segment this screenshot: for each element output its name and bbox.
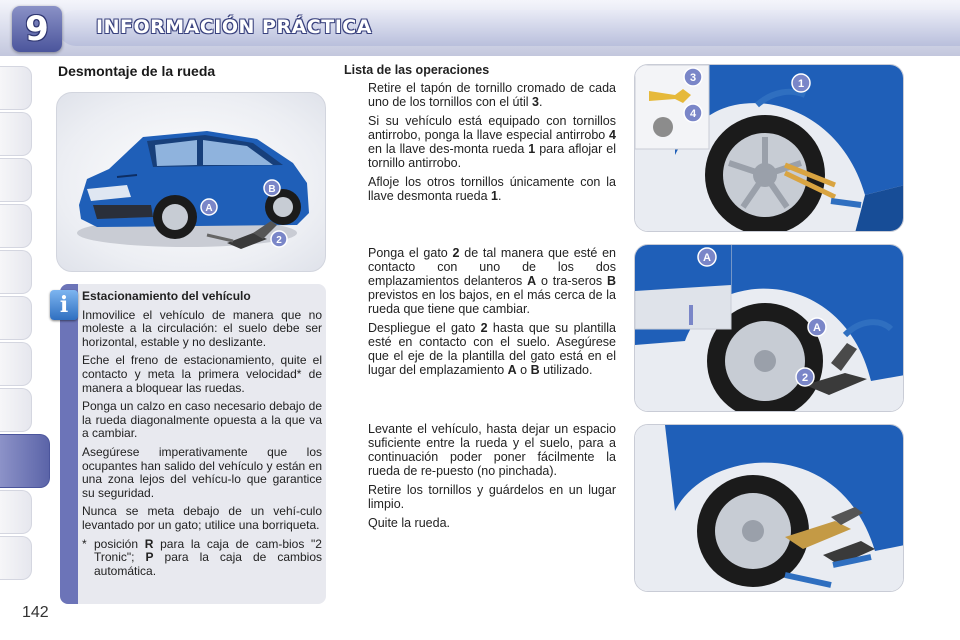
item-text: en la llave des-monta rueda	[368, 142, 529, 156]
chapter-tab[interactable]	[0, 388, 32, 432]
chapter-tab-active[interactable]	[0, 434, 50, 488]
item-text: o	[516, 363, 531, 377]
item-text: utilizado.	[539, 363, 593, 377]
info-paragraph: Eche el freno de estacionamiento, quite el contacto y meta la primera velocidad* de manera a bloquear las ruedas.	[82, 353, 322, 395]
arrow-icon	[344, 483, 368, 511]
label-2: 2	[801, 372, 809, 384]
arrow-icon	[344, 516, 368, 530]
list-item	[344, 516, 616, 530]
item-text: para aflojar el tornillo antirrobo.	[368, 142, 616, 170]
footnote	[82, 538, 322, 579]
list-item	[344, 483, 616, 511]
item-bold: 2	[452, 246, 460, 260]
info-paragraph: Nunca se meta debajo de un vehí-culo levantado por un gato; utilice una borriqueta.	[82, 504, 322, 532]
info-paragraph: Asegúrese imperativamente que los ocupantes han salido del vehículo y están en una zona lejos del vehícu-lo que garantice su seguridad.	[82, 444, 322, 500]
label-a: A	[813, 322, 821, 334]
wheel-bolts-svg	[635, 65, 904, 232]
arrow-icon	[344, 246, 368, 316]
section-title: Desmontaje de la rueda	[58, 63, 216, 79]
info-paragraph: Ponga un calzo en caso necesario debajo de la rueda diagonalmente opuesta a la que va a cambiar.	[82, 399, 322, 441]
label-3: 3	[689, 72, 697, 84]
operations-group-3	[344, 422, 616, 535]
jack-placement-svg	[635, 245, 904, 412]
item-bold: 2	[480, 321, 488, 335]
item-text: Despliegue el gato	[368, 321, 481, 335]
lift-vehicle-svg	[635, 425, 904, 592]
item-bold: B	[606, 274, 617, 288]
chapter-tab[interactable]	[0, 536, 32, 580]
chapter-tab[interactable]	[0, 158, 32, 202]
info-icon: i	[50, 290, 78, 320]
operations-group-1	[344, 63, 616, 208]
item-text: previstos en los bajos, en el más cerca de la rueda que tiene que cambiar.	[368, 288, 616, 316]
chapter-tab[interactable]	[0, 250, 32, 294]
list-item	[344, 246, 616, 316]
car-illustration-svg	[57, 93, 326, 272]
page-number: 142	[22, 604, 49, 621]
lift-vehicle-photo	[634, 424, 904, 592]
arrow-icon	[344, 175, 368, 203]
item-text: de tal manera que esté en contacto con uno de los dos emplazamientos delanteros	[368, 246, 616, 288]
label-a: A	[205, 203, 213, 214]
chapter-tab[interactable]	[0, 296, 32, 340]
footnote-text: para la caja de cambios automática.	[94, 550, 323, 578]
operations-title: Lista de las operaciones	[344, 63, 490, 77]
list-item	[344, 81, 616, 109]
chapter-tab[interactable]	[0, 342, 32, 386]
item-bold: A	[507, 363, 517, 377]
chapter-tab[interactable]	[0, 112, 32, 156]
arrow-icon	[344, 114, 368, 170]
info-box-title: Estacionamiento del vehículo	[82, 289, 251, 303]
list-item	[344, 321, 616, 377]
parking-info-content	[82, 290, 322, 578]
arrow-icon	[344, 321, 368, 377]
item-text: Retire el tapón de tornillo cromado de cada uno de los tornillos con el útil	[368, 81, 616, 109]
info-paragraph: Inmovilice el vehículo de manera que no moleste a la circulación: el suelo debe ser horizontal, estable y no deslizante.	[82, 307, 322, 349]
chapter-tab[interactable]	[0, 490, 32, 534]
footnote-text: para la caja de cam-bios "2 Tronic";	[94, 536, 322, 565]
label-1: 1	[797, 78, 805, 90]
item-text: Quite la rueda.	[368, 516, 450, 530]
item-bold: 1	[491, 189, 498, 203]
label-4: 4	[689, 108, 697, 120]
label-b: B	[268, 184, 276, 195]
item-text: .	[538, 95, 543, 109]
car-jack-illustration	[56, 92, 326, 272]
footnote-bold: P	[145, 550, 154, 565]
item-bold: 1	[528, 142, 536, 156]
item-bold: 4	[609, 128, 616, 142]
label-2: 2	[276, 235, 282, 246]
chapter-number: 9	[25, 9, 49, 49]
arrow-icon	[344, 422, 368, 478]
arrow-icon	[344, 81, 368, 109]
item-bold: 3	[531, 95, 539, 109]
footnote-star: *	[82, 536, 87, 551]
jack-placement-photo	[634, 244, 904, 412]
chapter-title: INFORMACIÓN PRÁCTICA	[96, 16, 372, 38]
label-a: A	[703, 252, 711, 264]
footnote-bold: R	[144, 536, 154, 551]
item-bold: B	[530, 363, 540, 377]
item-text: Si su vehículo está equipado con tornillos antirrobo, ponga la llave especial antirrobo	[368, 114, 616, 142]
item-text: hasta que su plantilla esté en contacto con el suelo. Asegúrese que el eje de la plantilla del gato está en el lugar del emplazamiento	[368, 321, 616, 377]
item-text: Afloje los otros tornillos únicamente con la llave desmonta rueda	[368, 175, 616, 203]
item-bold: A	[527, 274, 537, 288]
list-item	[344, 175, 616, 203]
item-text: Retire los tornillos y guárdelos en un lugar limpio.	[368, 483, 616, 511]
chapter-tabs	[0, 66, 34, 576]
item-text: .	[497, 189, 502, 203]
footnote-text: posición	[94, 536, 145, 551]
chapter-tab[interactable]	[0, 204, 32, 248]
chapter-badge	[12, 6, 62, 52]
list-item	[344, 422, 616, 478]
item-text: o tra-seros	[536, 274, 607, 288]
list-item	[344, 114, 616, 170]
page-header	[0, 0, 960, 56]
item-text: Levante el vehículo, hasta dejar un espacio suficiente entre la rueda y el suelo, para a continuación poder poner fácilmente la rueda de re-puesto (no pinchada).	[368, 422, 616, 478]
wheel-bolts-photo	[634, 64, 904, 232]
chapter-tab[interactable]	[0, 66, 32, 110]
operations-group-2	[344, 246, 616, 382]
item-text: Ponga el gato	[368, 246, 453, 260]
